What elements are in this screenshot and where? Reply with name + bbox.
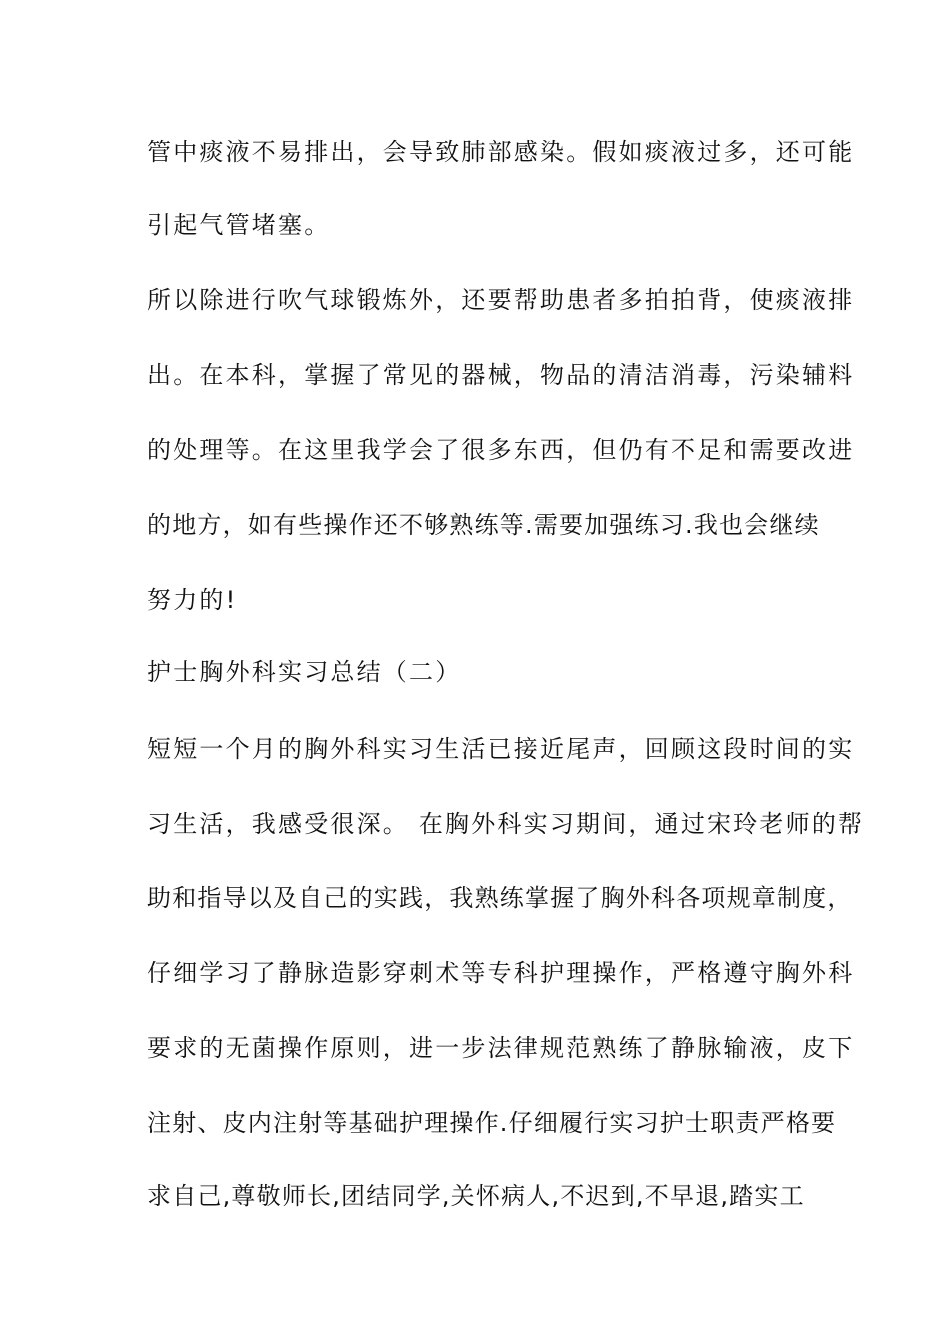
text-line: 管中痰液不易排出，会导致肺部感染。假如痰液过多，还可能	[147, 138, 855, 166]
text-line: 短短一个月的胸外科实习生活已接近尾声，回顾这段时间的实	[147, 735, 855, 763]
text-line: 仔细学习了静脉造影穿刺术等专科护理操作，严格遵守胸外科	[147, 959, 855, 987]
text-line: 助和指导以及自己的实践，我熟练掌握了胸外科各项规章制度，	[147, 884, 853, 912]
section-heading: 护士胸外科实习总结（二）	[147, 658, 462, 686]
text-line: 的处理等。在这里我学会了很多东西，但仍有不足和需要改进	[147, 436, 855, 464]
text-line: 习生活，我感受很深。 在胸外科实习期间，通过宋玲老师的帮	[147, 810, 865, 838]
text-line: 努力的!	[147, 586, 238, 614]
text-line: 要求的无菌操作原则，进一步法律规范熟练了静脉输液，皮下	[147, 1034, 855, 1062]
text-line: 出。在本科，掌握了常见的器械，物品的清洁消毒，污染辅料	[147, 361, 855, 389]
text-line: 引起气管堵塞。	[147, 211, 331, 239]
text-line: 求自己,尊敬师长,团结同学,关怀病人,不迟到,不早退,踏实工	[147, 1182, 805, 1210]
text-line: 的地方，如有些操作还不够熟练等.需要加强练习.我也会继续	[147, 511, 820, 539]
text-line: 所以除进行吹气球锻炼外，还要帮助患者多拍拍背，使痰液排	[147, 286, 855, 314]
text-line: 注射、皮内注射等基础护理操作.仔细履行实习护士职责严格要	[147, 1109, 837, 1137]
